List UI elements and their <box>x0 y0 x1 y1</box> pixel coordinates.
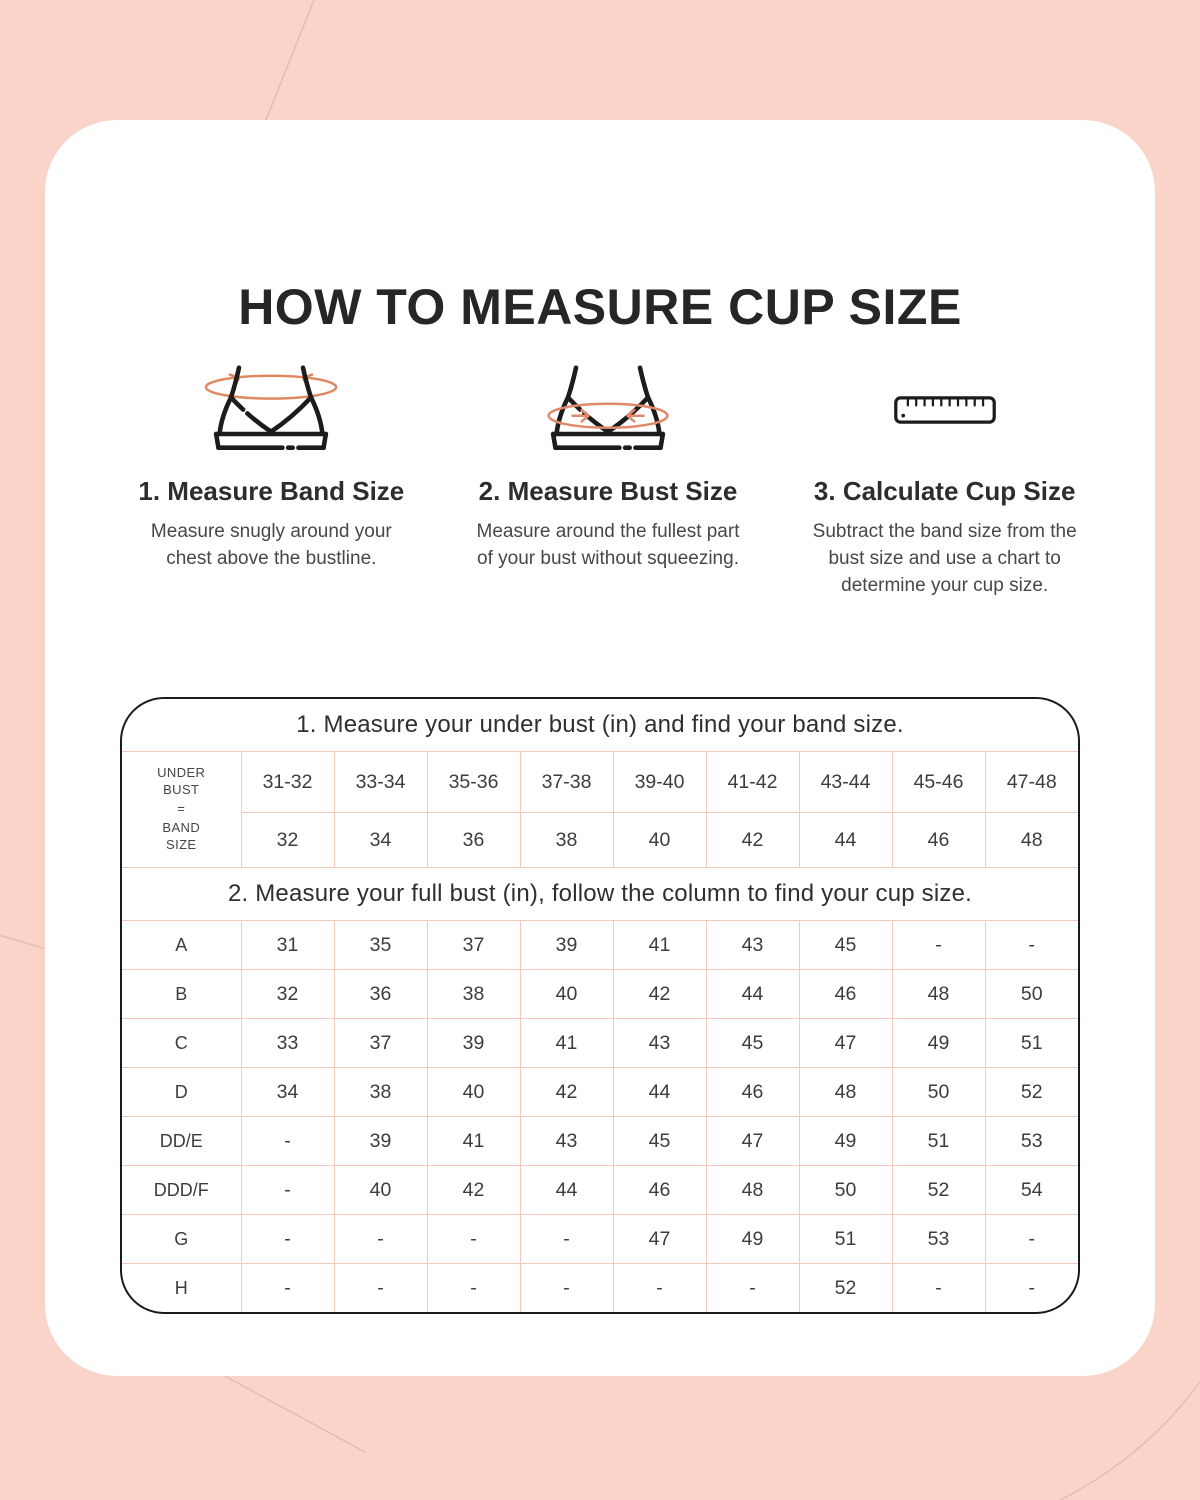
bust-size-cell: 51 <box>985 1019 1078 1068</box>
bust-size-cell: 39 <box>334 1117 427 1166</box>
step-3-description: Subtract the band size from the bust size and use a chart to determine your cup size. <box>812 521 1077 596</box>
cup-letter-cell: G <box>122 1215 241 1264</box>
under-bust-range-cell: 45-46 <box>892 752 985 813</box>
size-chart <box>120 697 1080 1314</box>
under-bust-range-cell: 33-34 <box>334 752 427 813</box>
bust-size-cell: 47 <box>613 1215 706 1264</box>
bust-size-cell: - <box>520 1264 613 1313</box>
cup-letter-cell: C <box>122 1019 241 1068</box>
bust-size-cell: 50 <box>892 1068 985 1117</box>
bust-size-cell: 39 <box>520 921 613 970</box>
bust-size-cell: - <box>241 1166 334 1215</box>
bust-size-cell: 41 <box>427 1117 520 1166</box>
step-1-description: Measure snugly around your chest above the bustline. <box>150 521 392 569</box>
bust-size-cell: 50 <box>985 970 1078 1019</box>
cup-letter-cell: A <box>122 921 241 970</box>
band-size-cell: 40 <box>613 813 706 868</box>
bust-size-cell: 42 <box>427 1166 520 1215</box>
cup-row <box>122 1215 1078 1264</box>
bust-size-cell: 52 <box>985 1068 1078 1117</box>
bust-size-cell: 40 <box>334 1166 427 1215</box>
band-section-title-row <box>122 699 1078 752</box>
cup-section-title-row <box>122 868 1078 921</box>
cup-row <box>122 921 1078 970</box>
under-bust-range-cell: 31-32 <box>241 752 334 813</box>
bust-size-cell: - <box>985 1264 1078 1313</box>
bust-size-cell: 34 <box>241 1068 334 1117</box>
cup-row <box>122 1068 1078 1117</box>
bust-size-cell: - <box>241 1117 334 1166</box>
band-size-row <box>122 813 1078 868</box>
bust-size-cell: - <box>241 1215 334 1264</box>
bust-size-cell: 47 <box>706 1117 799 1166</box>
bust-size-cell: 44 <box>520 1166 613 1215</box>
ruler-icon <box>893 391 997 429</box>
bust-size-cell: 43 <box>706 921 799 970</box>
bust-size-cell: 49 <box>892 1019 985 1068</box>
step-2-description: Measure around the fullest part of your bust without squeezing. <box>476 521 740 569</box>
under-bust-range-cell: 35-36 <box>427 752 520 813</box>
bust-size-cell: 33 <box>241 1019 334 1068</box>
step-3-calculate-cup <box>776 360 1113 600</box>
bust-size-cell: 35 <box>334 921 427 970</box>
bust-size-cell: 31 <box>241 921 334 970</box>
band-size-cell: 44 <box>799 813 892 868</box>
bust-size-cell: 53 <box>892 1215 985 1264</box>
bust-size-cell: 51 <box>892 1117 985 1166</box>
bust-size-cell: 49 <box>799 1117 892 1166</box>
bust-size-cell: 54 <box>985 1166 1078 1215</box>
band-size-cell: 38 <box>520 813 613 868</box>
bust-size-cell: 48 <box>706 1166 799 1215</box>
band-size-cell: 48 <box>985 813 1078 868</box>
size-chart-tbody <box>122 699 1078 1312</box>
band-size-cell: 36 <box>427 813 520 868</box>
bust-size-cell: 42 <box>613 970 706 1019</box>
bust-size-cell: 36 <box>334 970 427 1019</box>
bust-size-cell: 38 <box>334 1068 427 1117</box>
bra-band-measure-icon <box>196 362 346 458</box>
bust-size-cell: 52 <box>892 1166 985 1215</box>
bust-size-cell: 45 <box>706 1019 799 1068</box>
cup-letter-cell: DDD/F <box>122 1166 241 1215</box>
bust-size-cell: 38 <box>427 970 520 1019</box>
bust-size-cell: 32 <box>241 970 334 1019</box>
bust-size-cell: 49 <box>706 1215 799 1264</box>
bust-size-cell: 51 <box>799 1215 892 1264</box>
bust-size-cell: 52 <box>799 1264 892 1313</box>
bust-size-cell: 45 <box>613 1117 706 1166</box>
bust-size-cell: 43 <box>520 1117 613 1166</box>
cup-row <box>122 1264 1078 1313</box>
bust-size-cell: 37 <box>334 1019 427 1068</box>
under-bust-corner-label: UNDER BUST = BAND SIZE <box>122 752 241 868</box>
bra-bust-measure-icon <box>533 362 683 458</box>
bust-size-cell: - <box>706 1264 799 1313</box>
bust-size-cell: 44 <box>706 970 799 1019</box>
bust-size-cell: - <box>892 1264 985 1313</box>
under-bust-range-cell: 37-38 <box>520 752 613 813</box>
cup-row <box>122 970 1078 1019</box>
bust-size-cell: 41 <box>520 1019 613 1068</box>
bust-size-cell: - <box>427 1215 520 1264</box>
band-size-cell: 32 <box>241 813 334 868</box>
bust-size-cell: 44 <box>613 1068 706 1117</box>
step-1-heading: 1. Measure Band Size <box>138 476 405 506</box>
bust-size-cell: - <box>985 1215 1078 1264</box>
cup-letter-cell: H <box>122 1264 241 1313</box>
bust-size-cell: - <box>613 1264 706 1313</box>
bust-size-cell: 53 <box>985 1117 1078 1166</box>
bust-size-cell: - <box>334 1264 427 1313</box>
bust-size-cell: 43 <box>613 1019 706 1068</box>
band-size-cell: 46 <box>892 813 985 868</box>
bust-size-cell: 50 <box>799 1166 892 1215</box>
band-section-title: 1. Measure your under bust (in) and find your band size. <box>122 699 1078 752</box>
cup-row <box>122 1117 1078 1166</box>
bust-size-cell: 46 <box>799 970 892 1019</box>
bust-size-cell: 42 <box>520 1068 613 1117</box>
bust-size-cell: 48 <box>799 1068 892 1117</box>
under-bust-range-cell: 41-42 <box>706 752 799 813</box>
bust-size-cell: - <box>520 1215 613 1264</box>
card <box>45 120 1155 1376</box>
bust-size-cell: 39 <box>427 1019 520 1068</box>
bust-size-cell: - <box>334 1215 427 1264</box>
bust-size-cell: - <box>985 921 1078 970</box>
bust-size-cell: 41 <box>613 921 706 970</box>
bust-size-cell: - <box>892 921 985 970</box>
bust-size-cell: 48 <box>892 970 985 1019</box>
band-size-cell: 42 <box>706 813 799 868</box>
cup-row <box>122 1166 1078 1215</box>
steps-row <box>103 360 1113 600</box>
step-1-measure-band <box>103 360 440 600</box>
bust-size-cell: - <box>241 1264 334 1313</box>
bust-size-cell: - <box>427 1264 520 1313</box>
cup-letter-cell: B <box>122 970 241 1019</box>
under-bust-range-cell: 47-48 <box>985 752 1078 813</box>
under-bust-row <box>122 752 1078 813</box>
bust-size-cell: 40 <box>427 1068 520 1117</box>
cup-section-title: 2. Measure your full bust (in), follow the column to find your cup size. <box>122 868 1078 921</box>
bust-size-cell: 47 <box>799 1019 892 1068</box>
bust-size-cell: 40 <box>520 970 613 1019</box>
bust-size-cell: 45 <box>799 921 892 970</box>
cup-row <box>122 1019 1078 1068</box>
under-bust-range-cell: 43-44 <box>799 752 892 813</box>
cup-letter-cell: DD/E <box>122 1117 241 1166</box>
size-chart-table <box>122 699 1078 1312</box>
bust-size-cell: 46 <box>706 1068 799 1117</box>
page-title: HOW TO MEASURE CUP SIZE <box>238 278 962 335</box>
step-2-measure-bust <box>440 360 777 600</box>
cup-letter-cell: D <box>122 1068 241 1117</box>
step-3-heading: 3. Calculate Cup Size <box>813 476 1076 506</box>
bust-size-cell: 37 <box>427 921 520 970</box>
step-2-heading: 2. Measure Bust Size <box>478 476 738 506</box>
under-bust-range-cell: 39-40 <box>613 752 706 813</box>
bust-size-cell: 46 <box>613 1166 706 1215</box>
band-size-cell: 34 <box>334 813 427 868</box>
